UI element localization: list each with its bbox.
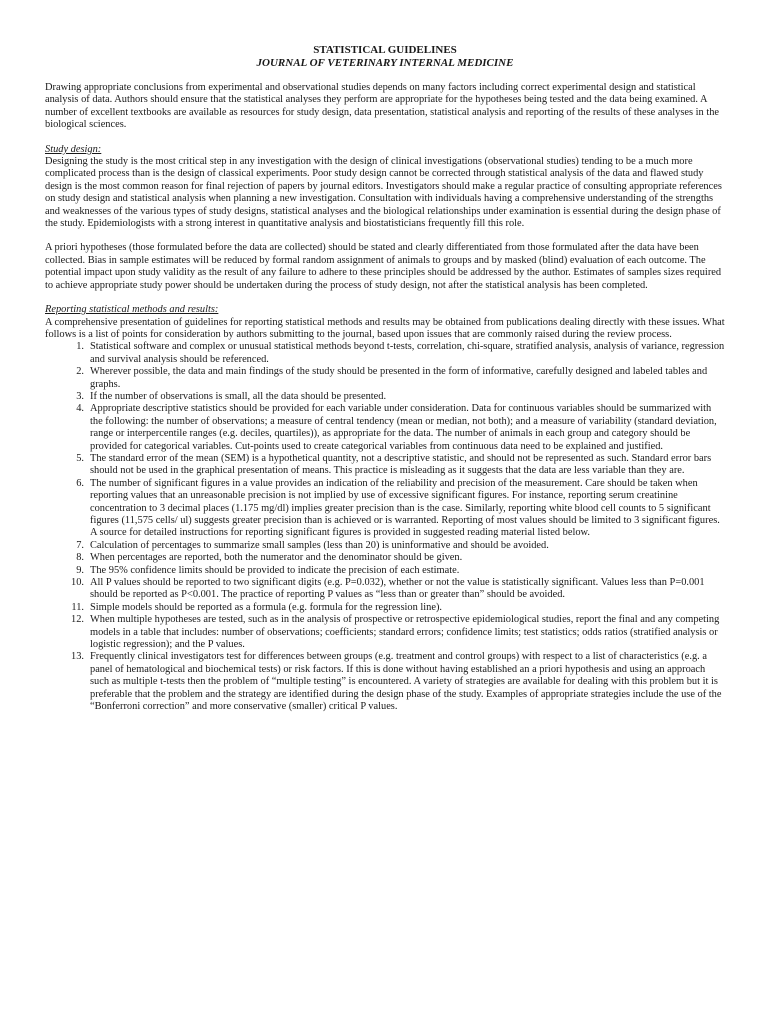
list-item <box>45 403 725 453</box>
list-item-number: 13. <box>71 651 84 663</box>
list-item <box>45 478 725 540</box>
list-item-text: Statistical software and complex or unusual statistical methods beyond t-tests, correlation, chi-square, stratified analysis, analysis of variance, regression and survival analysis should be referenced. <box>90 341 725 365</box>
list-item-text: All P values should be reported to two significant digits (e.g. P=0.032), whether or not the value is statistically significant. Values less than P=0.001 should be reported as P<0.001. The practice of reporting P values as “less than or greater than” should be avoided. <box>90 577 705 601</box>
list-item-number: 1. <box>76 341 84 353</box>
list-item <box>45 651 725 713</box>
list-item <box>45 540 725 552</box>
list-item-number: 5. <box>76 452 84 464</box>
study-design-heading: Study design: <box>45 143 102 155</box>
reporting-heading: Reporting statistical methods and results: <box>45 304 219 316</box>
list-item-number: 8. <box>76 552 84 564</box>
list-item-number: 11. <box>71 601 84 613</box>
list-item <box>45 366 725 391</box>
list-item-number: 6. <box>76 477 84 489</box>
list-item-text: The number of significant figures in a value provides an indication of the reliability and precision of the measurement. Care should be taken when reporting values that an unreasonable precision is not implied by use of excessive significant figures. For instance, reporting serum creatinine concentration to 3 decimal places (1.175 mg/dl) implies greater precision than is the case. Similarly, reporting white blood cell counts to 5 significant figures (11,575 cells/ ul) suggests greater precision than is achieved or is warranted. Reporting of most values should be limited to 3 significant figures. A source for detailed instructions for reporting significant figures is provided in suggested reading material listed below. <box>90 477 720 539</box>
list-item-number: 12. <box>71 614 84 626</box>
list-item-number: 4. <box>76 403 84 415</box>
list-item-text: Calculation of percentages to summarize small samples (less than 20) is uninformative and should be avoided. <box>90 539 549 551</box>
reporting-intro: A comprehensive presentation of guidelines for reporting statistical methods and results may be obtained from publications dealing directly with these issues. What follows is a list of points for consideration by authors submitting to the journal, based upon issues that are commonly raised during the review process. <box>45 316 725 340</box>
list-item <box>45 552 725 564</box>
list-item-text: If the number of observations is small, all the data should be presented. <box>90 390 387 402</box>
list-item-text: Simple models should be reported as a formula (e.g. formula for the regression line). <box>90 601 443 613</box>
guidelines-list <box>45 341 725 713</box>
list-item-text: Frequently clinical investigators test for differences between groups (e.g. treatment and control groups) with respect to a list of characteristics (e.g. a panel of hematological and biochemical tests) or risk factors. If this is done without having established an a priori hypothesis and using an approach such as multiple t-tests then the problem of “multiple testing” is encountered. A variety of strategies are available for dealing with this problem but it is preferable that the problem and the strategy are identified during the design phase of the study. Examples of appropriate strategies include the use of the “Bonferroni correction” and more conservative (smaller) critical P values. <box>90 651 722 713</box>
document-page <box>45 44 725 714</box>
study-design-paragraph-1: Designing the study is the most critical step in any investigation with the design of clinical investigations (observational studies) tending to be a much more complicated process than is the design of classical experiments. Poor study design cannot be corrected through statistical analysis of the data and flawed study design is the most common reason for final rejection of papers by journal editors. Investigators should make a regular practice of consulting appropriate references on study design and statistical analysis when planning a new investigation. Consultation with individuals having a comprehensive understanding of the strengths and weaknesses of the various types of study designs, statistical analyses and the biological relationships under examination is essential during the design phase of the study. Epidemiologists with a strong interest in quantitative analysis and biostatisticians frequently fill this role. <box>45 156 722 230</box>
list-item <box>45 391 725 403</box>
list-item <box>45 614 725 651</box>
list-item <box>45 341 725 366</box>
list-item-number: 3. <box>76 390 84 402</box>
list-item-number: 10. <box>71 577 84 589</box>
list-item <box>45 602 725 614</box>
journal-name: JOURNAL OF VETERINARY INTERNAL MEDICINE <box>256 57 514 69</box>
list-item <box>45 577 725 602</box>
list-item-number: 2. <box>76 366 84 378</box>
list-item-text: When percentages are reported, both the numerator and the denominator should be given. <box>90 552 463 564</box>
list-item-text: When multiple hypotheses are tested, such as in the analysis of prospective or retrospective epidemiological studies, report the final and any competing models in a table that includes: number of observations; coefficients; standard errors; confidence limits; test statistics; odds ratios (stratified analysis or logistic regression); and the P values. <box>90 614 720 651</box>
list-item-text: The standard error of the mean (SEM) is a hypothetical quantity, not a descriptive statistic, and should not be represented as such. Standard error bars should not be used in the graphical presentation of means. This practice is misleading as it suggests that the data are less variable than they are. <box>90 452 712 477</box>
list-item-text: The 95% confidence limits should be provided to indicate the precision of each estimate. <box>90 564 460 576</box>
study-design-paragraph-2: A priori hypotheses (those formulated before the data are collected) should be stated and clearly differentiated from those formulated after the data have been collected. Bias in sample estimates will be reduced by formal random assignment of animals to groups and by masked (blind) evaluation of each outcome. The potential impact upon study validity as the result of any failure to adhere to these principles should be addressed by the author. Estimates of samples sizes required to achieve appropriate study power should be undertaken during the process of study design, not after the statistical analysis has been completed. <box>45 242 722 291</box>
list-item-text: Appropriate descriptive statistics should be provided for each variable under consideration. Data for continuous variables should be summarized with the following: the number of observations; a measure of central tendency (mean or median, not both); and a measure of variability (standard deviation, range or interpercentile ranges (e.g. deciles, quartiles)), as appropriate for the data. The number of animals in each group and category should be provided for categorical variables. Cut-points used to create categorical variables from continuous data need to be explained and justified. <box>90 403 717 452</box>
intro-paragraph: Drawing appropriate conclusions from experimental and observational studies depends on many factors including correct experimental design and statistical analysis of data. Authors should ensure that the statistical analyses they perform are appropriate for the hypotheses being tested and the data being examined. A number of excellent textbooks are available as resources for study design, data presentation, statistical analysis and reporting of the results of these analyses in the biological sciences. <box>45 82 720 131</box>
list-item-text: Wherever possible, the data and main findings of the study should be presented in the form of informative, carefully designed and labeled tables and graphs. <box>90 366 708 390</box>
list-item <box>45 453 725 478</box>
list-item <box>45 565 725 577</box>
list-item-number: 9. <box>76 564 84 576</box>
list-item-number: 7. <box>76 539 84 551</box>
document-title: STATISTICAL GUIDELINES <box>313 44 457 56</box>
